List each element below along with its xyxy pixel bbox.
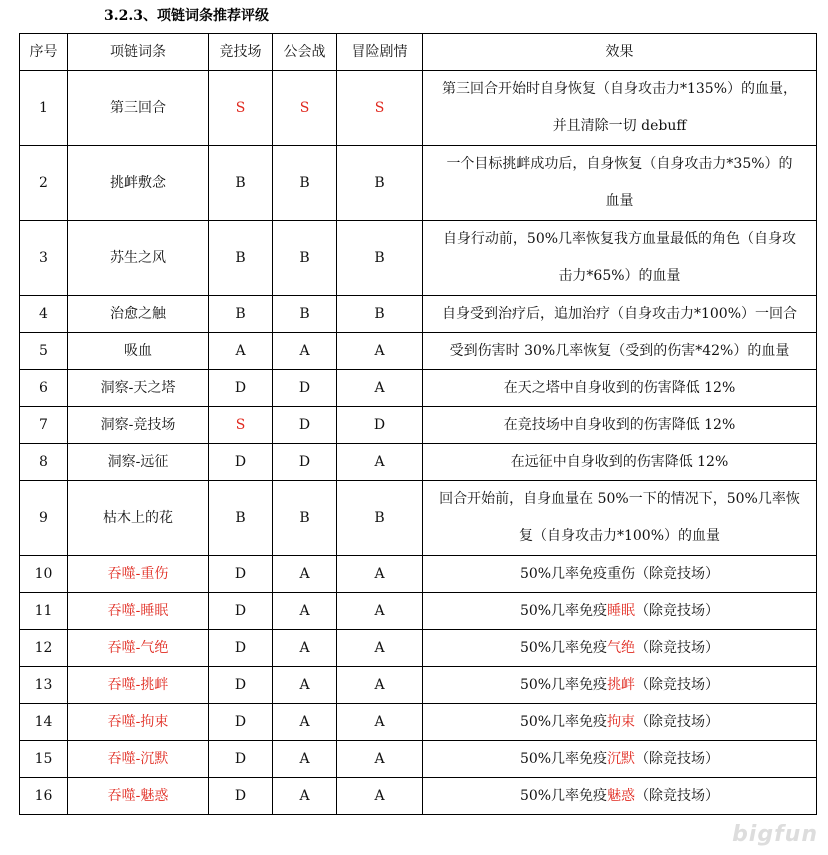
row-number: 3 xyxy=(20,221,68,296)
arena-rating: D xyxy=(209,593,273,630)
effect-prefix: 50%几率免疫 xyxy=(519,677,608,693)
header-no: 序号 xyxy=(20,34,68,71)
table-row xyxy=(20,221,817,296)
row-number: 8 xyxy=(20,444,68,481)
adventure-rating: A xyxy=(337,444,423,481)
adventure-rating: A xyxy=(337,630,423,667)
arena-rating: D xyxy=(209,444,273,481)
effect-prefix: 50%几率免疫 xyxy=(519,566,608,582)
row-number: 14 xyxy=(20,704,68,741)
adventure-rating: A xyxy=(337,556,423,593)
adventure-rating: B xyxy=(337,481,423,556)
effect-suffix: （除竞技场） xyxy=(635,751,720,767)
effect-description: 受到伤害时 30%几率恢复（受到的伤害*42%）的血量 xyxy=(423,333,817,370)
row-number: 16 xyxy=(20,778,68,815)
necklace-name: 第三回合 xyxy=(68,71,209,146)
table-row xyxy=(20,296,817,333)
effect-description xyxy=(423,481,817,556)
effect-suffix: （除竞技场） xyxy=(635,788,720,804)
effect-suffix: （除竞技场） xyxy=(635,714,720,730)
guild-war-rating: A xyxy=(273,333,337,370)
adventure-rating: A xyxy=(337,333,423,370)
guild-war-rating: A xyxy=(273,667,337,704)
adventure-rating: A xyxy=(337,593,423,630)
effect-description xyxy=(423,593,817,630)
effect-line: 并且清除一切 debuff xyxy=(552,118,687,134)
guild-war-rating: S xyxy=(273,71,337,146)
adventure-rating: A xyxy=(337,741,423,778)
row-number: 9 xyxy=(20,481,68,556)
guild-war-rating: B xyxy=(273,221,337,296)
effect-prefix: 50%几率免疫 xyxy=(519,640,608,656)
guild-war-rating: A xyxy=(273,593,337,630)
effect-description: 在远征中自身收到的伤害降低 12% xyxy=(423,444,817,481)
effect-line: 复（自身攻击力*100%）的血量 xyxy=(518,528,721,544)
necklace-name: 吞噬-拘束 xyxy=(68,704,209,741)
arena-rating: A xyxy=(209,333,273,370)
adventure-rating: A xyxy=(337,667,423,704)
row-number: 5 xyxy=(20,333,68,370)
arena-rating: S xyxy=(209,71,273,146)
necklace-name: 吞噬-重伤 xyxy=(68,556,209,593)
adventure-rating: B xyxy=(337,221,423,296)
table-row xyxy=(20,71,817,146)
table-row xyxy=(20,630,817,667)
table-row xyxy=(20,481,817,556)
effect-prefix: 50%几率免疫 xyxy=(519,714,608,730)
arena-rating: D xyxy=(209,556,273,593)
table-row xyxy=(20,146,817,221)
necklace-name: 枯木上的花 xyxy=(68,481,209,556)
table-row xyxy=(20,407,817,444)
necklace-name: 洞察-远征 xyxy=(68,444,209,481)
effect-prefix: 50%几率免疫 xyxy=(519,751,608,767)
row-number: 2 xyxy=(20,146,68,221)
guild-war-rating: A xyxy=(273,704,337,741)
effect-description xyxy=(423,556,817,593)
necklace-name: 洞察-竞技场 xyxy=(68,407,209,444)
effect-status-keyword: 重伤 xyxy=(607,566,636,582)
table-row xyxy=(20,667,817,704)
necklace-name: 治愈之触 xyxy=(68,296,209,333)
header-name: 项链词条 xyxy=(68,34,209,71)
row-number: 11 xyxy=(20,593,68,630)
effect-line: 回合开始前，自身血量在 50%一下的情况下，50%几率恢 xyxy=(439,491,800,507)
arena-rating: B xyxy=(209,146,273,221)
table-row xyxy=(20,333,817,370)
effect-suffix: （除竞技场） xyxy=(635,566,720,582)
guild-war-rating: D xyxy=(273,370,337,407)
guild-war-rating: A xyxy=(273,778,337,815)
adventure-rating: B xyxy=(337,296,423,333)
adventure-rating: A xyxy=(337,778,423,815)
guild-war-rating: A xyxy=(273,630,337,667)
arena-rating: B xyxy=(209,481,273,556)
table-row xyxy=(20,741,817,778)
effect-description: 在竞技场中自身收到的伤害降低 12% xyxy=(423,407,817,444)
effect-status-keyword: 拘束 xyxy=(607,714,636,730)
row-number: 12 xyxy=(20,630,68,667)
necklace-name: 吞噬-挑衅 xyxy=(68,667,209,704)
necklace-name: 吸血 xyxy=(68,333,209,370)
effect-description: 在天之塔中自身收到的伤害降低 12% xyxy=(423,370,817,407)
guild-war-rating: D xyxy=(273,444,337,481)
guild-war-rating: D xyxy=(273,407,337,444)
header-arena: 竞技场 xyxy=(209,34,273,71)
guild-war-rating: A xyxy=(273,741,337,778)
row-number: 4 xyxy=(20,296,68,333)
necklace-name: 吞噬-魅惑 xyxy=(68,778,209,815)
effect-suffix: （除竞技场） xyxy=(635,603,720,619)
effect-description xyxy=(423,221,817,296)
necklace-name: 吞噬-沉默 xyxy=(68,741,209,778)
table-row xyxy=(20,556,817,593)
effect-prefix: 50%几率免疫 xyxy=(519,788,608,804)
table-row xyxy=(20,593,817,630)
necklace-name: 洞察-天之塔 xyxy=(68,370,209,407)
guild-war-rating: B xyxy=(273,296,337,333)
table-row xyxy=(20,704,817,741)
table-row xyxy=(20,444,817,481)
effect-description xyxy=(423,667,817,704)
row-number: 1 xyxy=(20,71,68,146)
header-guild-war: 公会战 xyxy=(273,34,337,71)
arena-rating: D xyxy=(209,741,273,778)
guild-war-rating: B xyxy=(273,481,337,556)
necklace-name: 挑衅敷念 xyxy=(68,146,209,221)
adventure-rating: D xyxy=(337,407,423,444)
arena-rating: D xyxy=(209,704,273,741)
effect-description xyxy=(423,146,817,221)
effect-line: 血量 xyxy=(605,193,634,209)
adventure-rating: A xyxy=(337,704,423,741)
adventure-rating: S xyxy=(337,71,423,146)
effect-line: 击力*65%）的血量 xyxy=(558,268,681,284)
effect-description xyxy=(423,778,817,815)
effect-description xyxy=(423,741,817,778)
arena-rating: B xyxy=(209,221,273,296)
guild-war-rating: B xyxy=(273,146,337,221)
necklace-name: 吞噬-睡眠 xyxy=(68,593,209,630)
arena-rating: D xyxy=(209,778,273,815)
necklace-name: 苏生之风 xyxy=(68,221,209,296)
section-heading: 3.2.3、项链词条推荐评级 xyxy=(104,8,269,24)
row-number: 15 xyxy=(20,741,68,778)
row-number: 6 xyxy=(20,370,68,407)
guild-war-rating: A xyxy=(273,556,337,593)
table-row xyxy=(20,778,817,815)
arena-rating: D xyxy=(209,370,273,407)
row-number: 10 xyxy=(20,556,68,593)
necklace-rating-table xyxy=(19,33,817,815)
effect-description: 自身受到治疗后，追加治疗（自身攻击力*100%）一回合 xyxy=(423,296,817,333)
arena-rating: B xyxy=(209,296,273,333)
arena-rating: S xyxy=(209,407,273,444)
necklace-name: 吞噬-气绝 xyxy=(68,630,209,667)
arena-rating: D xyxy=(209,630,273,667)
row-number: 7 xyxy=(20,407,68,444)
adventure-rating: B xyxy=(337,146,423,221)
adventure-rating: A xyxy=(337,370,423,407)
effect-status-keyword: 气绝 xyxy=(607,640,636,656)
row-number: 13 xyxy=(20,667,68,704)
effect-description xyxy=(423,71,817,146)
effect-status-keyword: 沉默 xyxy=(607,751,636,767)
effect-prefix: 50%几率免疫 xyxy=(519,603,608,619)
header-adventure: 冒险剧情 xyxy=(337,34,423,71)
watermark-logo: bigfun xyxy=(732,822,818,847)
effect-description xyxy=(423,630,817,667)
effect-status-keyword: 魅惑 xyxy=(607,788,636,804)
effect-status-keyword: 挑衅 xyxy=(607,677,636,693)
effect-line: 自身行动前，50%几率恢复我方血量最低的角色（自身攻 xyxy=(442,231,797,247)
header-effect: 效果 xyxy=(423,34,817,71)
effect-line: 一个目标挑衅成功后，自身恢复（自身攻击力*35%）的 xyxy=(446,156,793,172)
effect-suffix: （除竞技场） xyxy=(635,640,720,656)
table-header-row xyxy=(20,34,817,71)
effect-line: 第三回合开始时自身恢复（自身攻击力*135%）的血量， xyxy=(441,81,798,97)
table-row xyxy=(20,370,817,407)
effect-status-keyword: 睡眠 xyxy=(607,603,636,619)
arena-rating: D xyxy=(209,667,273,704)
effect-suffix: （除竞技场） xyxy=(635,677,720,693)
effect-description xyxy=(423,704,817,741)
